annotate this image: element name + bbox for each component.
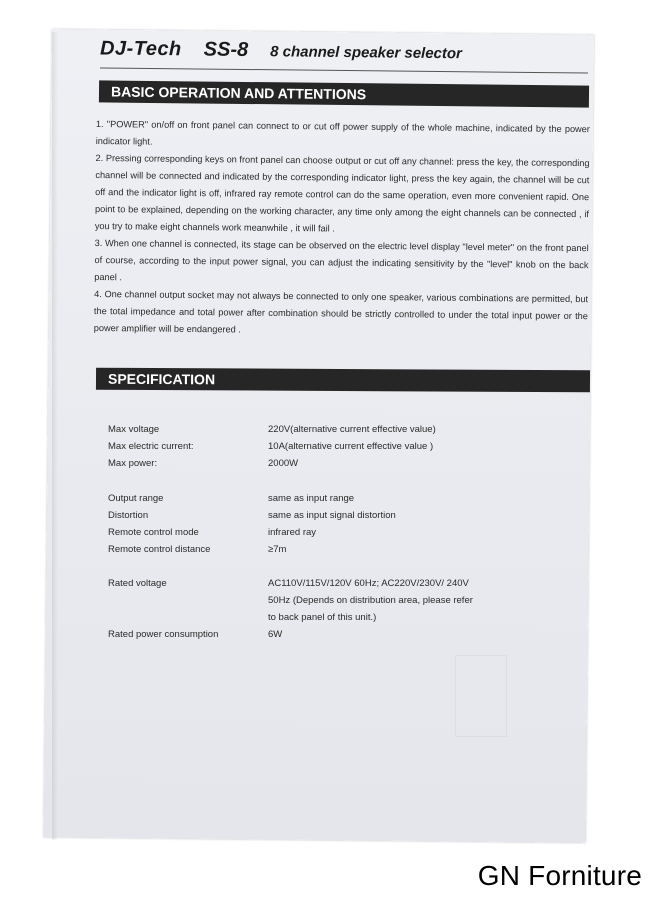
instruction-paragraph: 1. "POWER" on/off on front panel can connect to or cut off power supply of the whole machine, indicated by the power indicator light. bbox=[95, 118, 590, 147]
page-edge-shadow bbox=[52, 32, 58, 840]
operation-instructions bbox=[94, 116, 590, 342]
spec-label: Remote control distance bbox=[108, 544, 211, 555]
model-number: SS-8 bbox=[203, 38, 249, 62]
section-title-specification: SPECIFICATION bbox=[96, 368, 590, 393]
spec-label: Max power: bbox=[108, 458, 158, 469]
show-through-shape bbox=[455, 655, 507, 737]
spec-value: same as input signal distortion bbox=[268, 510, 396, 521]
spec-label: Rated voltage bbox=[108, 578, 167, 589]
spec-value: 6W bbox=[268, 629, 283, 640]
spec-value: 220V(alternative current effective value) bbox=[268, 424, 436, 435]
spec-value: ≥7m bbox=[268, 544, 287, 555]
spec-label: Output range bbox=[108, 493, 164, 504]
spec-label: Remote control mode bbox=[108, 527, 199, 538]
instruction-paragraph: 4. One channel output socket may not always be connected to only one speaker, various combinations are permitted, but the total impedance and total power after combination should be strictly controlled to under the total input power or the power amplifier will be endangered . bbox=[93, 288, 589, 335]
instruction-paragraph: 2. Pressing corresponding keys on front panel can choose output or cut off any channel: press the key, the corresponding channel will be connected and indicated by the corresponding indicator light, press the key again, the channel will be cut off and the indicator light is off, infrared ray remote control can do the same operation, even more convenient rapid. One point to be explained, depending on the working character, any time only among the eight channels can be connected , if you try to make eight channels work meanwhile , it will fail . bbox=[94, 152, 590, 234]
spec-value: AC110V/115V/120V 60Hz; AC220V/230V/ 240V 50Hz (Depends on distribution area, please refer to back panel of this unit.) bbox=[268, 578, 473, 623]
product-subtitle: 8 channel speaker selector bbox=[270, 43, 463, 63]
spec-label: Max electric current: bbox=[108, 441, 194, 452]
section-title-basic-operation: BASIC OPERATION AND ATTENTIONS bbox=[99, 80, 589, 107]
spec-value: 10A(alternative current effective value ) bbox=[268, 441, 434, 452]
spec-label: Rated power consumption bbox=[108, 629, 219, 640]
spec-value: infrared ray bbox=[268, 527, 317, 538]
watermark-text: GN Forniture bbox=[477, 860, 642, 891]
spec-value: 2000W bbox=[268, 458, 299, 469]
spec-label: Distortion bbox=[108, 510, 149, 521]
spec-value: same as input range bbox=[268, 493, 355, 504]
spec-label: Max voltage bbox=[108, 424, 160, 435]
brand-name: DJ-Tech bbox=[99, 37, 182, 61]
instruction-paragraph: 3. When one channel is connected, its stage can be observed on the electric level display "level meter" on the front panel of course, according to the input power signal, you can adjust the indicating sensitivity by the "level" knob on the back panel . bbox=[94, 237, 589, 283]
